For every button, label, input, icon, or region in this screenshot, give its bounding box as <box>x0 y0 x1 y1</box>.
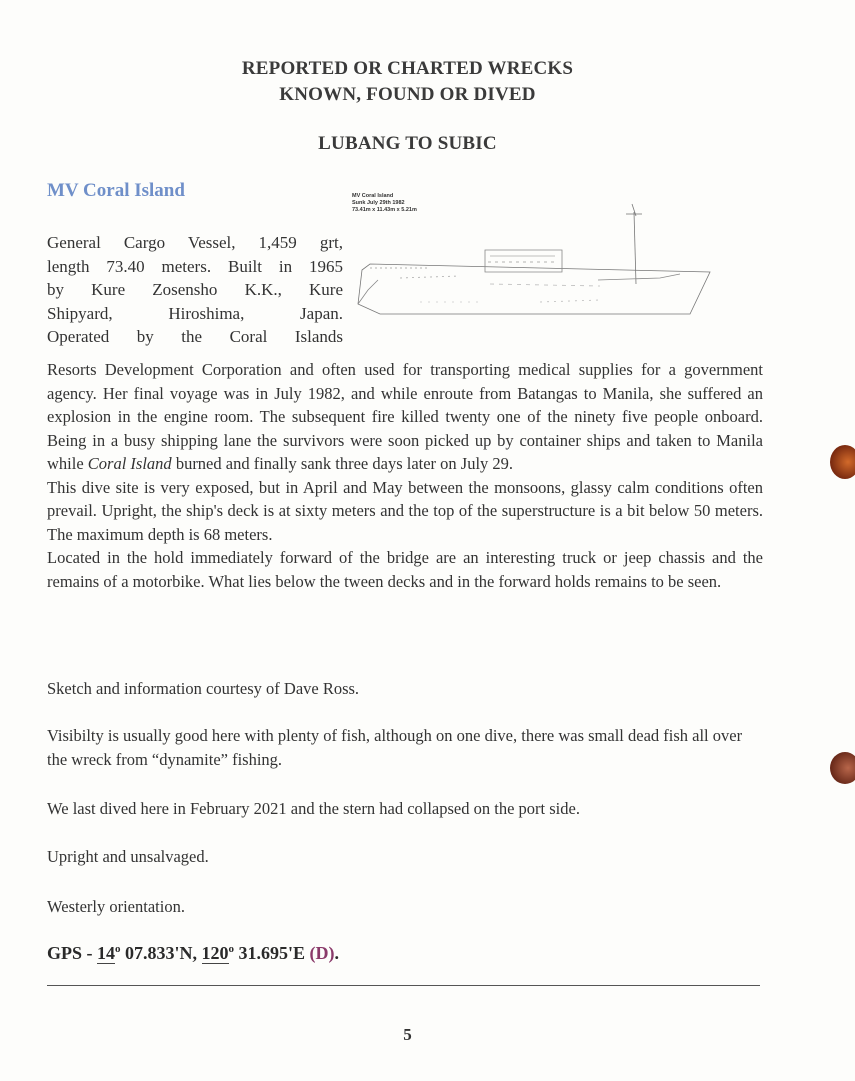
intro-line: Shipyard, Hiroshima, Japan. <box>47 303 343 323</box>
history-text-end: burned and finally sank three days later on July 29. <box>171 454 514 473</box>
degree-symbol: o <box>228 943 235 955</box>
history-paragraph <box>47 358 763 593</box>
hold-contents-text: Located in the hold immediately forward of the bridge are an interesting truck or jeep chassis and the remains of a motorbike. What lies below the tween decks and in the forward holds remains to be seen. <box>47 548 763 591</box>
gps-lon-min: 31.695'E <box>234 943 310 963</box>
gps-lat-min: 07.833'N, <box>120 943 202 963</box>
binder-hole-mark <box>830 752 855 784</box>
section-heading: LUBANG TO SUBIC <box>318 133 497 154</box>
gps-lon-deg: 120 <box>201 943 229 963</box>
gps-coordinates <box>47 943 339 964</box>
binder-hole-mark <box>830 445 855 479</box>
intro-line: General Cargo Vessel, 1,459 grt, <box>47 233 343 252</box>
sketch-caption-sunk: Sunk July 29th 1982 <box>352 200 405 206</box>
intro-paragraph <box>47 231 343 349</box>
gps-prefix: GPS - <box>47 943 98 963</box>
visibility-paragraph: Visibilty is usually good here with plenty of fish, although on one dive, there was small dead fish all over the wreck from “dynamite” fishing. <box>47 726 743 769</box>
page-number: 5 <box>403 1025 412 1044</box>
vessel-title: MV Coral Island <box>47 180 185 201</box>
divider <box>47 985 760 986</box>
sketch-credit: Sketch and information courtesy of Dave Ross. <box>47 679 360 698</box>
gps-marker: (D) <box>309 943 335 963</box>
gps-lat-deg: 14 <box>97 943 116 963</box>
vessel-name-italic: Coral Island <box>87 454 172 473</box>
sketch-caption-dimensions: 73.41m x 11.43m x 5.21m <box>352 207 417 213</box>
ship-sketch-image <box>340 192 720 352</box>
document-heading-line1: REPORTED OR CHARTED WRECKS <box>241 58 574 79</box>
history-text: Resorts Development Corporation and often used for transporting medical supplies for a government agency. Her final voyage was in July 1982, and while enroute from Batangas to Manila, she suffered an explosion in the engine room. The subsequent fire killed twenty one of the ninety five people onboard. Being in a busy shipping lane the survivors were soon picked up by container ships and taken to Manila while <box>47 360 763 473</box>
orientation-paragraph: Westerly orientation. <box>47 897 185 916</box>
intro-line: length 73.40 meters. Built in 1965 <box>47 256 343 276</box>
gps-end: . <box>334 943 340 963</box>
last-dive-paragraph: We last dived here in February 2021 and the stern had collapsed on the port side. <box>47 799 580 818</box>
document-heading-line2: KNOWN, FOUND OR DIVED <box>279 84 536 105</box>
sketch-caption-name: MV Coral Island <box>352 193 394 199</box>
intro-line: Operated by the Coral Islands <box>47 327 343 346</box>
dive-conditions-text: This dive site is very exposed, but in April and May between the monsoons, glassy calm conditions often prevail. Upright, the ship's deck is at sixty meters and the top of the superstructure is a bit below 50 meters. The maximum depth is 68 meters. <box>47 477 763 544</box>
intro-line: by Kure Zosensho K.K., Kure <box>47 280 343 299</box>
condition-paragraph: Upright and unsalvaged. <box>47 847 209 866</box>
degree-symbol: o <box>115 943 121 955</box>
